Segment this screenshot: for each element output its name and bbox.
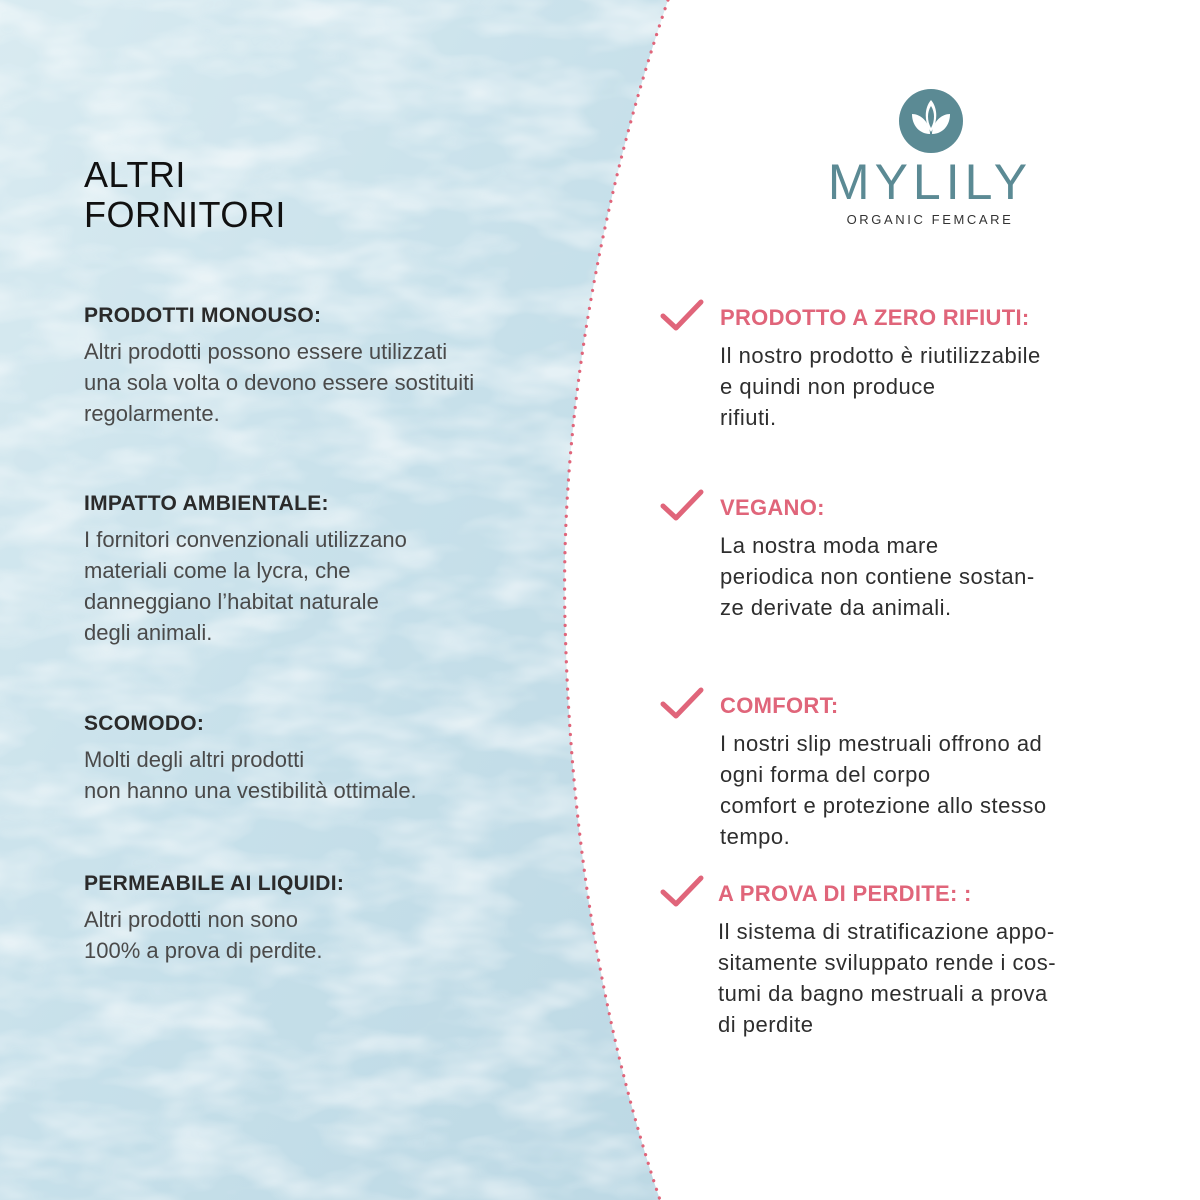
text-line: e quindi non produce [720,374,936,399]
text-line: rifiuti. [720,405,777,430]
text-line: I nostri slip mestruali offrono ad [720,731,1043,756]
right-item-heading: PRODOTTO A ZERO RIFIUTI: [720,305,1030,330]
right-item-text [720,340,1041,433]
text-line: tempo. [720,824,791,849]
left-item-heading: IMPATTO AMBIENTALE: [84,492,329,515]
text-line: La nostra moda mare [720,533,939,558]
text-line: Altri prodotti possono essere utilizzati [84,339,448,364]
left-item-uncomfortable [84,710,604,806]
lotus-icon [898,88,964,154]
text-line: periodica non contiene sostan- [720,564,1035,589]
text-line: 100% a prova di perdite. [84,938,323,963]
brand-tagline: ORGANIC FEMCARE [846,212,1014,227]
text-line: Il nostro prodotto è riutilizzabile [720,343,1041,368]
text-line: sitamente sviluppato rende i cos- [718,950,1057,975]
text-line: materiali come la lycra, che [84,558,351,583]
text-line: ogni forma del corpo [720,762,931,787]
right-item-heading: VEGANO: [720,495,825,520]
left-item-heading: PERMEABILE AI LIQUIDI: [84,872,345,895]
text-line: degli animali. [84,620,213,645]
right-item-heading: A PROVA DI PERDITE: : [718,881,972,906]
left-item-text [84,744,604,806]
title-line: ALTRI [84,154,186,195]
left-item-heading: SCOMODO: [84,712,205,735]
left-item-text [84,336,604,429]
text-line: regolarmente. [84,401,220,426]
brand-name: MYLILY [827,154,1033,210]
left-item-heading: PRODOTTI MONOUSO: [84,304,322,327]
text-line: comfort e protezione allo stesso [720,793,1047,818]
text-line: Il sistema di stratificazione appo- [718,919,1055,944]
text-line: una sola volta o devono essere sostituiti [84,370,475,395]
left-item-permeable [84,870,604,966]
text-line: I fornitori convenzionali utilizzano [84,527,407,552]
title-line: FORNITORI [84,194,286,235]
mylily-logo [820,88,1040,238]
right-item-text [720,728,1047,852]
text-line: di perdite [718,1012,814,1037]
left-item-text [84,524,604,648]
text-line: Molti degli altri prodotti [84,747,305,772]
checkmark-icon [660,686,704,722]
right-item-text [718,916,1056,1040]
text-line: danneggiano l’habitat naturale [84,589,379,614]
left-item-environment [84,490,604,648]
checkmark-icon [660,874,704,910]
checkmark-icon [660,488,704,524]
text-line: ze derivate da animali. [720,595,952,620]
text-line: tumi da bagno mestruali a prova [718,981,1048,1006]
left-item-text [84,904,604,966]
other-suppliers-title [84,155,286,235]
text-line: non hanno una vestibilità ottimale. [84,778,417,803]
text-line: Altri prodotti non sono [84,907,299,932]
checkmark-icon [660,298,704,334]
left-item-disposable [84,302,604,429]
right-item-text [720,530,1035,623]
right-item-heading: COMFORT: [720,693,839,718]
